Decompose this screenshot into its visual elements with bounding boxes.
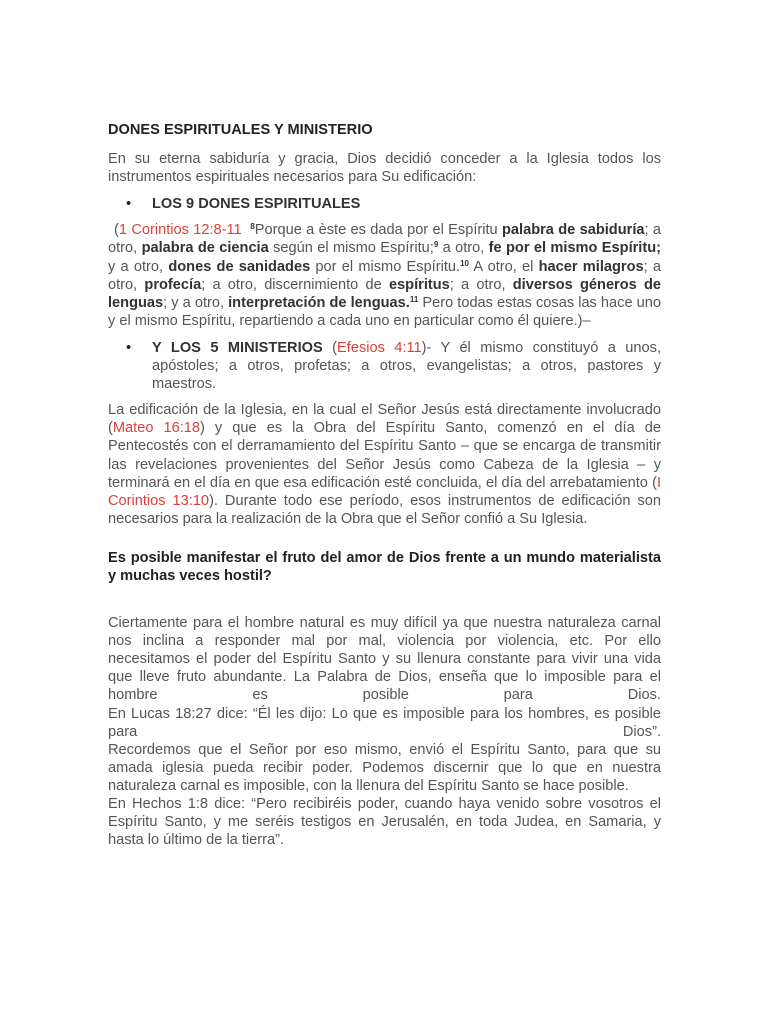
- gifts-text-6: por el mismo Espíritu.: [310, 258, 461, 275]
- spacer: [108, 585, 661, 614]
- answer-hechos: En Hechos 1:8 dice: “Pero recibiréis poder, cuando haya venido sobre vosotros el Espíritu Santo, y me seréis testigos en Jerusalén, en toda Judea, en Samaria, y hasta lo último de la tierra”.: [108, 796, 661, 849]
- bullet-ministerios-open: (: [322, 339, 338, 356]
- gifts-paragraph: [108, 221, 661, 330]
- gift-lenguas: diversos géneros de lenguas: [108, 276, 662, 311]
- gift-sanidades: dones de sanidades: [168, 258, 311, 275]
- edif-text-2: ) y que es la Obra del Espíritu Santo, comenzó en el día de Pentecostés con el derramamiento del Espíritu Santo – que se encarga de transmitir las revelaciones provenientes del Señor Jesús como Cabeza de la Iglesia – y terminará en el día en que esa edificación esté concluida, el día del arrebatamiento (: [108, 420, 661, 491]
- edificacion-paragraph: [108, 401, 661, 528]
- gifts-text-8: ; a otro,: [108, 258, 662, 293]
- gift-fe: fe por el mismo Espíritu;: [488, 240, 661, 257]
- answer-para-1: Ciertamente para el hombre natural es muy difícil ya que nuestra naturaleza carnal nos inclina a responder mal por mal, violencia por violencia, etc. Por ello necesitamos el poder del Espíritu Santo y su llenura constante para vivir una vida que lleve fruto abundante. La Palabra de Dios, enseña que lo imposible para el hombre es posible para Dios.: [108, 615, 661, 704]
- bullet-dones: [108, 195, 661, 213]
- gifts-text-7: A otro, el: [468, 258, 539, 275]
- bullet-ministerios: [108, 339, 661, 393]
- document-title: DONES ESPIRITUALES Y MINISTERIO: [108, 122, 373, 138]
- verse-11: 11: [409, 294, 419, 304]
- document-body: [108, 121, 661, 849]
- gift-palabra-sabiduria: palabra de sabiduría: [502, 222, 645, 239]
- bullet-ministerios-text: )- Y él mismo constituyó a unos, apóstoles; a otros, profetas; a otros, evangelistas; a otros, pastores y maestros.: [152, 339, 662, 393]
- bullet-dot-icon: •: [126, 196, 132, 213]
- ref-i-corintios-13-10[interactable]: I Corintios 13:10: [108, 474, 661, 509]
- gifts-open-paren: (: [114, 222, 119, 239]
- question-heading: Es posible manifestar el fruto del amor de Dios frente a un mundo materialista y muchas veces hostil?: [108, 549, 661, 584]
- gift-interpretacion: interpretación de lenguas.: [228, 294, 410, 311]
- gifts-text-10: ; a otro,: [449, 276, 513, 293]
- gift-palabra-ciencia: palabra de ciencia: [141, 240, 269, 257]
- ref-efesios-4-11[interactable]: Efesios 4:11: [337, 339, 422, 356]
- gift-profecia: profecía: [144, 276, 202, 293]
- ref-1-corintios-12[interactable]: 1 Corintios 12:8-11: [118, 222, 242, 239]
- gifts-text-2: ; a otro,: [108, 222, 662, 257]
- answer-lucas: En Lucas 18:27 dice: “Él les dijo: Lo que es imposible para los hombres, es posible para Dios”.: [108, 705, 661, 740]
- bullet-dot-icon: •: [126, 339, 132, 356]
- gifts-text-9: ; a otro, discernimiento de: [201, 276, 389, 293]
- gift-milagros: hacer milagros: [538, 258, 644, 275]
- edif-text-3: ). Durante todo ese período, esos instrumentos de edificación son necesarios para la realización de la Obra que el Señor confió a Su Iglesia.: [108, 492, 661, 527]
- verse-10: 10: [460, 258, 469, 268]
- intro-paragraph: En su eterna sabiduría y gracia, Dios decidió conceder a la Iglesia todos los instrumentos espirituales necesarios para Su edificación:: [108, 151, 661, 186]
- gifts-text-12: Pero todas estas cosas las hace uno y el mismo Espíritu, repartiendo a cada uno en particular como él quiere.)–: [108, 294, 661, 329]
- answer-para-2: Recordemos que el Señor por eso mismo, envió el Espíritu Santo, para que su amada iglesia pueda recibir poder. Podemos discernir que lo que en nuestra naturaleza carnal es imposible, con la llenura del Espíritu Santo se hace posible.: [108, 741, 661, 794]
- ref-mateo-16-18[interactable]: Mateo 16:18: [112, 420, 201, 437]
- gift-espiritus: espíritus: [388, 276, 450, 293]
- gifts-text-5: y a otro,: [108, 258, 169, 275]
- edif-text-1: La edificación de la Iglesia, en la cual el Señor Jesús está directamente involucrado (: [108, 402, 661, 437]
- gifts-text-1: Porque a èste es dada por el Espíritu: [254, 222, 502, 239]
- bullet-dones-label: LOS 9 DONES ESPIRITUALES: [152, 196, 361, 213]
- verse-9: 9: [433, 240, 439, 250]
- bullet-ministerios-body: [152, 339, 661, 393]
- gifts-text-11: ; y a otro,: [163, 294, 229, 311]
- bullet-ministerios-label: Y LOS 5 MINISTERIOS: [152, 339, 323, 356]
- verse-8: 8: [250, 222, 255, 232]
- gifts-text-4: a otro,: [438, 240, 489, 257]
- gifts-text-3: según el mismo Espíritu;: [268, 240, 434, 257]
